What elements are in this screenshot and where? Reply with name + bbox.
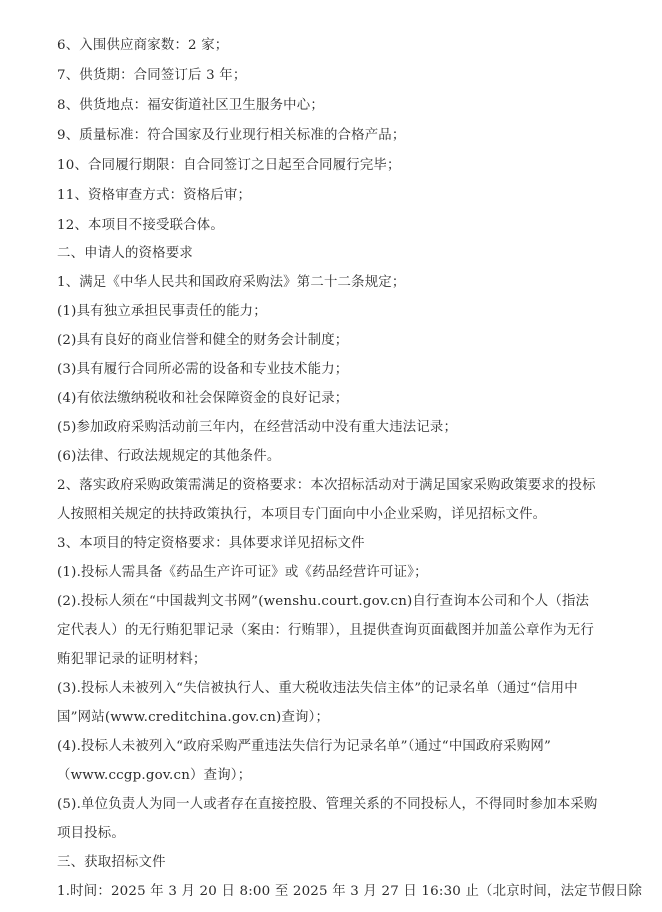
requirement-3-item-3-line-1: (3).投标人未被列入“失信被执行人、重大税收违法失信主体”的记录名单（通过“信用中	[57, 681, 578, 696]
requirement-3-item-2-line-3: 贿犯罪记录的证明材料；	[57, 652, 207, 667]
requirement-1: 1、满足《中华人民共和国政府采购法》第二十二条规定；	[57, 275, 406, 290]
requirement-3-item-1: (1).投标人需具备《药品生产许可证》或《药品经营许可证》；	[57, 565, 428, 580]
clause-12-no-consortium: 12、本项目不接受联合体。	[57, 218, 224, 233]
clause-8-delivery-location: 8、供货地点：福安街道社区卫生服务中心；	[57, 98, 324, 113]
requirement-3-item-4-line-2: （www.ccgp.gov.cn）查询）；	[57, 768, 252, 783]
section-heading-3: 三、获取招标文件	[57, 855, 166, 870]
requirement-3: 3、本项目的特定资格要求：具体要求详见招标文件	[57, 536, 365, 551]
requirement-1-item-1: (1)具有独立承担民事责任的能力；	[57, 304, 267, 319]
clause-6-supplier-count: 6、入围供应商家数：2 家；	[57, 38, 229, 53]
acquisition-time: 1.时间：2025 年 3 月 20 日 8:00 至 2025 年 3 月 27 日 16:30 止（北京时间，法定节假日除	[57, 884, 643, 899]
requirement-3-item-2-line-2: 定代表人）的无行贿犯罪记录（案由：行贿罪），且提供查询页面截图并加盖公章作为无行	[57, 623, 594, 638]
requirement-1-item-2: (2)具有良好的商业信誉和健全的财务会计制度；	[57, 333, 349, 348]
requirement-3-item-2-line-1: (2).投标人须在“中国裁判文书网”(wenshu.court.gov.cn)自行查询本公司和个人（指法	[57, 594, 590, 609]
section-heading-2: 二、申请人的资格要求	[57, 246, 193, 261]
clause-7-supply-period: 7、供货期：合同签订后 3 年；	[57, 68, 247, 83]
requirement-3-item-3-line-2: 国”网站(www.creditchina.gov.cn)查询）；	[57, 710, 330, 725]
requirement-1-item-6: (6)法律、行政法规规定的其他条件。	[57, 449, 281, 464]
requirement-1-item-3: (3)具有履行合同所必需的设备和专业技术能力；	[57, 362, 349, 377]
requirement-3-item-5-line-1: (5).单位负责人为同一人或者存在直接控股、管理关系的不同投标人，不得同时参加本采购	[57, 797, 598, 812]
requirement-3-item-4-line-1: (4).投标人未被列入“政府采购严重违法失信行为记录名单”（通过“中国政府采购网”	[57, 739, 551, 754]
requirement-1-item-5: (5)参加政府采购活动前三年内，在经营活动中没有重大违法记录；	[57, 420, 458, 435]
clause-9-quality-standard: 9、质量标准：符合国家及行业现行相关标准的合格产品；	[57, 128, 406, 143]
clause-11-qualification-review: 11、资格审查方式：资格后审；	[57, 188, 252, 203]
clause-10-contract-term: 10、合同履行期限：自合同签订之日起至合同履行完毕；	[57, 158, 401, 173]
requirement-2-line-1: 2、落实政府采购政策需满足的资格要求：本次招标活动对于满足国家采购政策要求的投标	[57, 478, 596, 493]
requirement-2-line-2: 人按照相关规定的扶持政策执行，本项目专门面向中小企业采购，详见招标文件。	[57, 507, 547, 522]
requirement-3-item-5-line-2: 项目投标。	[57, 826, 125, 841]
requirement-1-item-4: (4)有依法缴纳税收和社会保障资金的良好记录；	[57, 391, 349, 406]
